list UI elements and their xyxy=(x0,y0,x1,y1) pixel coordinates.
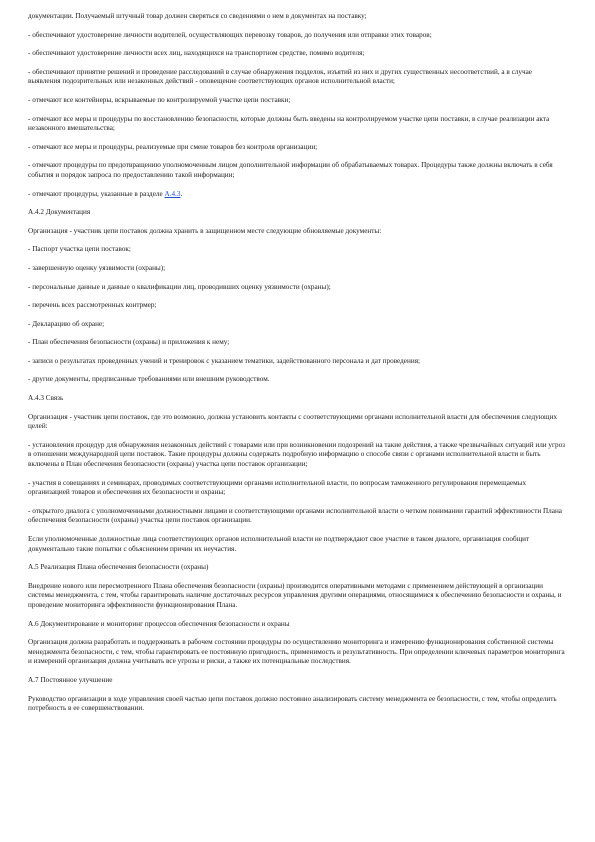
section-heading: А.6 Документирование и мониторинг процессов обеспечения безопасности и охраны xyxy=(28,619,290,628)
paragraph: Внедрение нового или пересмотренного Плана обеспечения безопасности (охраны) производится оперативными методами с применением действующей в организации системы менеджмента, с тем, чтобы гарантировать наличие достаточных ресурсов управления другими операциями, относящимися к обеспечению безопасности и охраны, и проведение мониторинга эффективности функционирования Плана. xyxy=(28,581,562,609)
list-item: - отмечают все меры и процедуры по восстановлению безопасности, которые должны быть введены на контролируемом участке цепи поставки, в случае реализации акта незаконного вмешательства; xyxy=(28,114,550,133)
section-reference-link[interactable]: А.4.3 xyxy=(164,189,181,198)
list-item: - обеспечивают принятие решений и проведение расследований в случае обнаружения подделок, изъятий из них и других существенных несоответствий, а в случае выявления подозрительных или незаконных действий - оповещение соответствующих органов исполнительной власти; xyxy=(28,67,532,86)
section-heading: А.4.3 Связь xyxy=(28,394,64,403)
list-item: - персональные данные и данные о квалификации лиц, проводивших оценку уязвимости (охраны); xyxy=(28,282,331,291)
section-heading: А.7 Постоянное улучшение xyxy=(28,675,113,684)
paragraph: Организация - участник цепи поставок должна хранить в защищенном месте следующие обновляемые документы: xyxy=(28,226,382,235)
list-item: - установления процедур для обнаружения незаконных действий с товарами или при возникновении подозрений на такие действия, а также чрезвычайных ситуаций или угроз в отношении международной цепи поставок. Такие процедуры должны содержать подробную информацию о способе связи с органами исполнительной власти и быть включены в План обеспечения безопасности (охраны) участка цепи поставок организации; xyxy=(28,440,565,469)
paragraph: Если уполномоченные должностные лица соответствующих органов исполнительной власти не подтверждают свое участие в таком диалоге, организация сообщит документально такие попытки с объяснением причин их неучастия. xyxy=(28,535,530,553)
list-item: - Паспорт участка цепи поставок; xyxy=(28,245,131,254)
paragraph: Руководство организации в ходе управления своей частью цепи поставок должно постоянно анализировать систему менеджмента ее безопасности, с тем, чтобы определить потребность в ее совершенствовании. xyxy=(28,694,557,713)
list-item: - другие документы, предписанные требованиями или внешним руководством. xyxy=(28,375,270,384)
list-item: - План обеспечения безопасности (охраны) и приложения к нему; xyxy=(28,338,230,347)
list-item: - отмечают процедуры по предотвращению уполномоченным лицом дополнительной информации об обрабатываемых товарах. Процедуры также должны включать в себя события и порядок запроса по предоставлению такой информации; xyxy=(28,161,553,179)
list-item: - участия в совещаниях и семинарах, проводимых соответствующими органами исполнительной власти, по вопросам таможенного регулирования перемещаемых организацией товаров и обеспечения их безопасности и охраны; xyxy=(28,478,527,497)
list-item: - обеспечивают удостоверение личности водителей, осуществляющих перевозку товаров, до получения или отправки этих товаров; xyxy=(28,30,432,39)
list-item xyxy=(28,190,566,200)
paragraph: Организация - участник цепи поставок, где это возможно, должна установить контакты с соответствующими органами исполнительной власти для обеспечения следующих целей: xyxy=(28,412,558,431)
paragraph: документации. Получаемый штучный товар должен сверяться со сведениями о нем в документах на поставку; xyxy=(28,12,367,20)
list-item-text: - отмечают процедуры, указанные в разделе xyxy=(28,189,165,198)
list-item: - завершенную оценку уязвимости (охраны); xyxy=(28,263,166,272)
list-item: - Декларацию об охране; xyxy=(28,319,105,328)
list-item: - обеспечивают удостоверение личности всех лиц, находящихся на транспортном средстве, помимо водителя; xyxy=(28,49,365,58)
list-item: - открытого диалога с уполномоченными должностными лицами и соответствующими органами исполнительной власти о четком понимании гарантий эффективности Плана обеспечения безопасности (охраны) участка цепи поставок организации. xyxy=(28,506,562,525)
paragraph: Организация должна разработать и поддерживать в рабочем состоянии процедуры по осуществлению мониторинга и измерению функционирования собственной системы менеджмента безопасности, с тем, чтобы гарантировать ее постоянную пригодность, применимость и результативность. При определении ключевых параметров мониторинга и измерений организация должна учитывать все угрозы и риски, а также их потенциальные последствия. xyxy=(28,638,565,666)
section-heading: А.4.2 Документация xyxy=(28,208,91,217)
list-item: - перечень всех рассмотренных контрмер; xyxy=(28,301,157,310)
list-item: - записи о результатах проведенных учений и тренировок с указанием тематики, задействованного персонала и дат проведения; xyxy=(28,356,420,365)
list-item: - отмечают все контейнеры, вскрываемые по контролируемой участке цепи поставки; xyxy=(28,95,291,104)
section-heading: А.5 Реализация Плана обеспечения безопасности (охраны) xyxy=(28,563,209,572)
document-page xyxy=(28,12,566,723)
list-item-text-end: . xyxy=(180,189,183,198)
list-item: - отмечают все меры и процедуры, реализуемые при смене товаров без контроля организации; xyxy=(28,142,318,151)
